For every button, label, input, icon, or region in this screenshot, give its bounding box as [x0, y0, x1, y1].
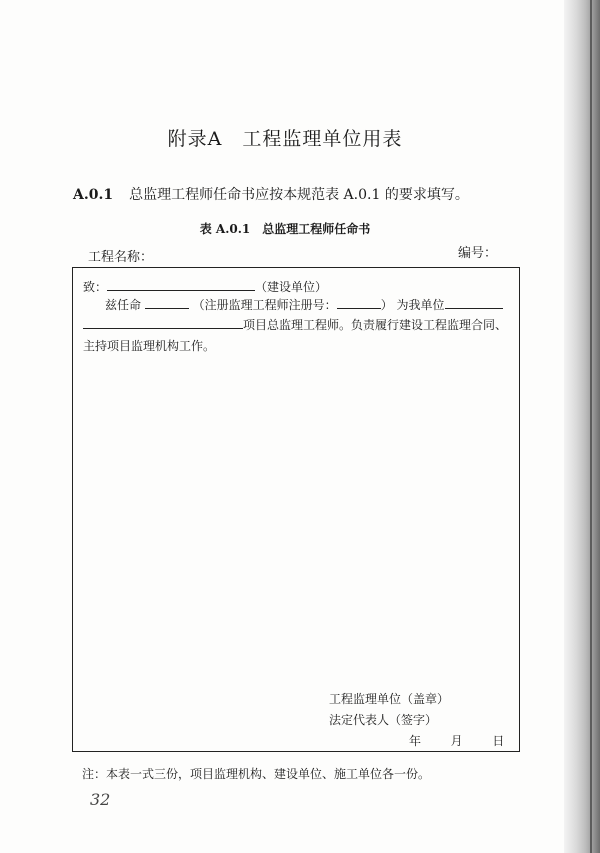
appointment-form [72, 267, 520, 752]
date-line [409, 732, 504, 749]
form-line-to [83, 278, 327, 295]
page-number: 32 [90, 790, 111, 809]
signature-representative: 法定代表人（签字） [329, 713, 438, 727]
form-line-duty [83, 316, 507, 333]
table-caption: 表 A.0.1 总监理工程师任命书 [199, 222, 371, 236]
our-unit-label: 为我单位 [396, 298, 445, 312]
appoint-prefix: 兹任命 [105, 298, 142, 312]
project-name-label: 工程名称： [88, 250, 154, 265]
duty-text: 项目总监理工程师。负责履行建设工程监理合同、 [243, 318, 508, 332]
to-prefix: 致： [83, 280, 108, 294]
project-name-blank[interactable] [83, 316, 243, 329]
reg-no-blank[interactable] [337, 296, 381, 309]
construction-unit-label: （建设单位） [255, 280, 328, 294]
signature-unit: 工程监理单位（盖章） [329, 692, 450, 706]
number-label: 编号： [458, 246, 498, 261]
footer-note: 注：本表一式三份，项目监理机构、建设单位、施工单位各一份。 [82, 767, 431, 781]
clause-line [73, 184, 469, 204]
clause-number: A.0.1 [73, 187, 114, 203]
construction-unit-blank[interactable] [107, 278, 255, 291]
page-edge-line [590, 0, 592, 853]
reg-no-close: ） [380, 298, 393, 312]
reg-no-label: （注册监理工程师注册号： [192, 298, 337, 312]
date-month: 月 [450, 734, 463, 748]
date-day: 日 [492, 734, 505, 748]
duty-text-2: 主持项目监理机构工作。 [83, 339, 216, 353]
clause-text: 总监理工程师任命书应按本规范表 A.0.1 的要求填写。 [129, 187, 469, 203]
appendix-title: 附录A 工程监理单位用表 [167, 128, 403, 150]
appointee-name-blank[interactable] [145, 296, 189, 309]
form-line-appoint [105, 296, 503, 313]
date-year: 年 [409, 734, 422, 748]
project-blank[interactable] [445, 296, 503, 309]
form-line-duty-2 [83, 337, 215, 354]
